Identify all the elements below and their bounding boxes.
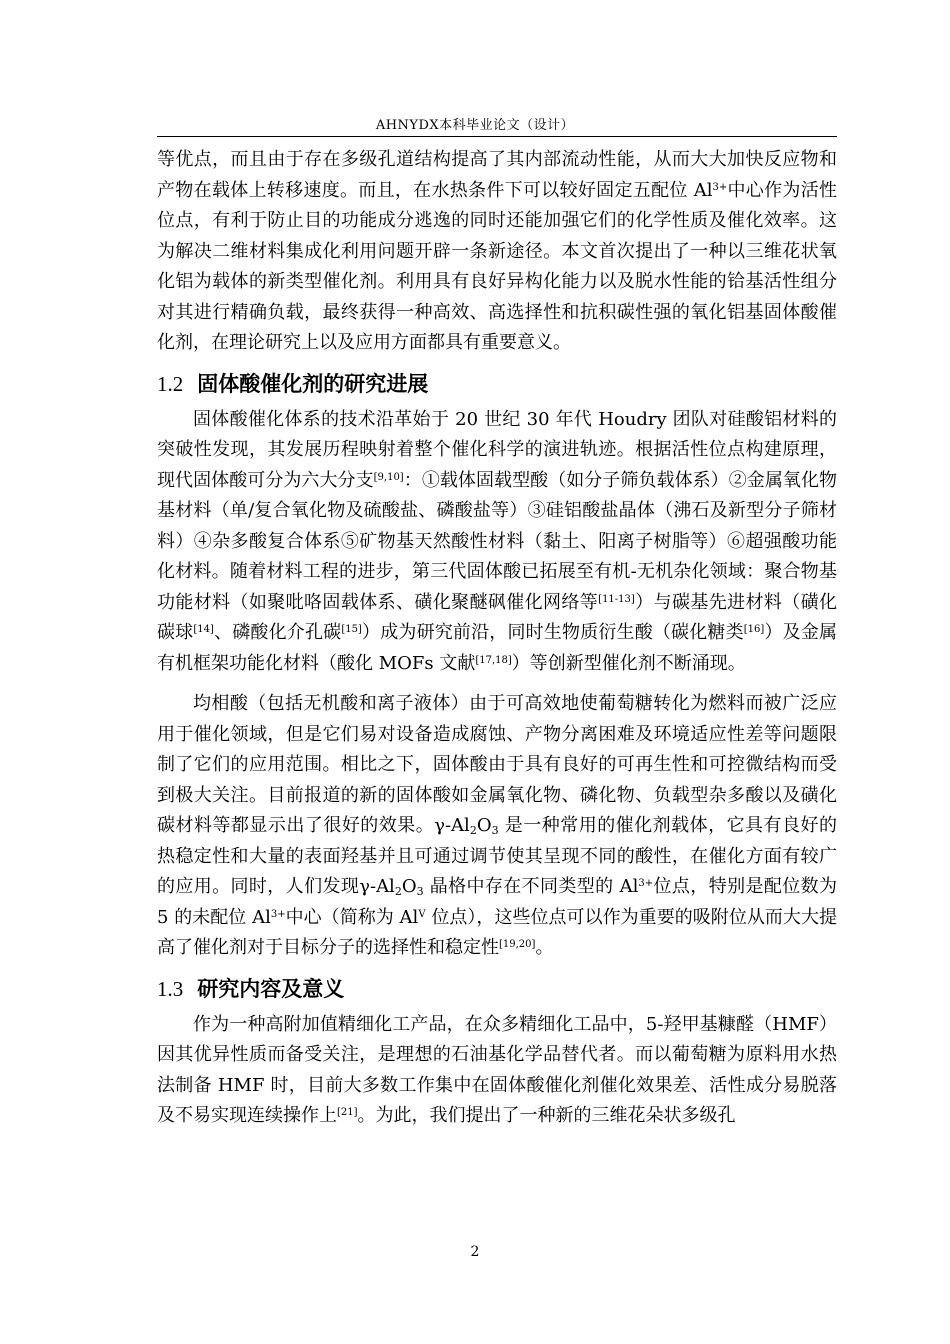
page-header: AHNYDX本科毕业论文（设计） [375,118,575,133]
paragraph-1: 等优点，而且由于存在多级孔道结构提高了其内部流动性能，从而大大加快反应物和产物在载体上转移速度。而且，在水热条件下可以较好固定五配位 $Al^{3+}$中心作为活性位点，有利于防止目的功能成分逃逸的同时还能加强它们的化学性质及催化效率。这为解决二维材料集成化利用问题开辟一条新途径。本文首次提出了一种以三维花状氧化铝为载体的新类型催化剂。利用具有良好异构化能力以及脱水性能的铪基活性组分对其进行精确负载，最终获得一种高效、高选择性和抗积碳性强的氧化铝基固体酸催化剂，在理论研究上以及应用方面都具有重要意义。 [157,149,837,353]
paragraph-2: 固体酸催化体系的技术沿革始于 20 世纪 30 年代 Houdry 团队对硅酸铝材料的突破性发现，其发展历程映射着整个催化科学的演进轨迹。根据活性位点构建原理，现代固体酸可分为六大分支[9,10]：①载体固载型酸（如分子筛负载体系）②金属氧化物基材料（单/复合氧化物及硫酸盐、磷酸盐等）③硅铝酸盐晶体（沸石及新型分子筛材料）④杂多酸复合体系⑤矿物基天然酸性材料（黏土、阳离子树脂等）⑥超强酸功能化材料。随着材料工程的进步，第三代固体酸已拓展至有机-无机杂化领域：聚合物基功能材料（如聚吡咯固载体系、磺化聚醚砜催化网络等[11-13]）与碳基先进材料（磺化碳球[14]、磷酸化介孔碳[15]）成为研究前沿，同时生物质衍生酸（碳化糖类[16]）及金属有机框架功能化材料（酸化 MOFs 文献[17,18]）等创新型催化剂不断涌现。 [157,408,838,674]
paragraph-4: 作为一种高附加值精细化工产品，在众多精细化工品中，5-羟甲基糠醛（HMF）因其优异性质而备受关注，是理想的石油基化学品替代者。而以葡萄糖为原料用水热法制备 HMF 时，目前大多数工作集中在固体酸催化剂催化效果差、活性成分易脱落及不易实现连续操作上[21]。为此，我们提出了一种新的三维花朵状多级孔 [157,1013,837,1126]
citation: [19,20] [499,939,536,950]
citation: [14] [193,624,214,635]
citation: [15] [341,624,362,635]
page-body [157,145,837,1132]
citation: [11-13] [598,593,635,605]
section-heading-1-2 [157,367,837,401]
paragraph-3: 均相酸（包括无机酸和离子液体）由于可高效地使葡萄糖转化为燃料而被广泛应用于催化领域，但是它们易对设备造成腐蚀、产物分离困难及环境适应性差等问题限制了它们的应用范围。相比之下，固体酸由于具有良好的可再生性和可控微结构而受到极大关注。目前报道的新的固体酸如金属氧化物、磷化物、负载型杂多酸以及磺化碳材料等都显示出了很好的效果。$\gamma-Al_2O_3$ 是一种常用的催化剂载体，它具有良好的热稳定性和大量的表面羟基并且可通过调节使其呈现不同的酸性，在催化方面有较广的应用。同时，人们发现$\gamma-Al_2O_3$ 晶格中存在不同类型的 $Al^{3+}$位点，特别是配位数为 5 的未配位 $Al^{3+}$中心（简称为 $Al^V$ 位点），这些位点可以作为重要的吸附位从而大大提高了催化剂对于目标分子的选择性和稳定性[19,20]。 [157,693,837,958]
page-number: 2 [470,1244,480,1260]
section-number: 1.2 [157,371,184,396]
citation: [17,18] [475,654,512,666]
citation: [9,10] [373,471,404,483]
section-heading-1-3 [157,972,837,1006]
header-rule [157,136,837,137]
citation: [21] [337,1107,358,1118]
section-title: 固体酸催化剂的研究进展 [197,371,429,396]
section-title: 研究内容及意义 [197,976,345,1001]
citation: [16] [743,624,765,635]
section-number: 1.3 [157,976,184,1001]
